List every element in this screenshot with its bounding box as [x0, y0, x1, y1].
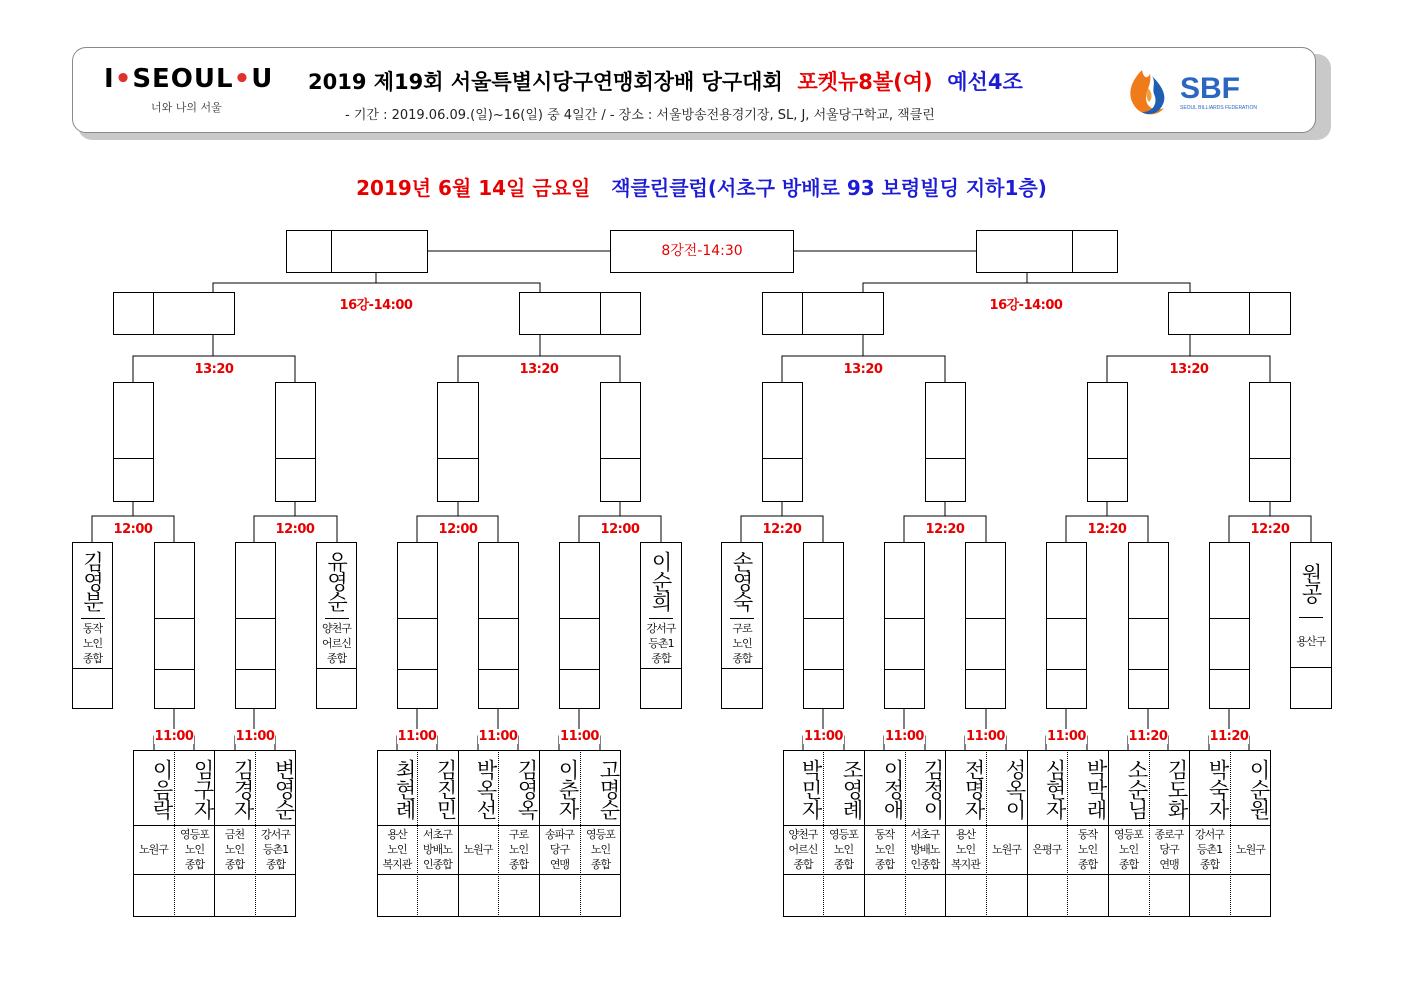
player-affiliation: 송파구 당구 연맹 — [545, 828, 574, 871]
player-name: 임구자 — [191, 758, 215, 819]
time-1200: 12:00 — [113, 522, 153, 537]
time-1320: 13:20 — [519, 362, 559, 377]
player-name: 고명순 — [597, 758, 621, 819]
bye-player-name: 손영숙 — [730, 543, 754, 619]
bye-player-affiliation: 동작 노인 종합 — [73, 619, 112, 669]
bye-player-affiliation: 구로 노인 종합 — [722, 619, 762, 669]
player-affiliation: 동작 노인 종합 — [1077, 828, 1098, 871]
bye-player-affiliation: 강서구 등촌1 종합 — [641, 619, 681, 669]
bye-player-box — [640, 542, 682, 709]
time-1120: 11:20 — [1209, 729, 1249, 744]
time-1320: 13:20 — [1169, 362, 1209, 377]
time-1200: 12:00 — [600, 522, 640, 537]
bye-player-name: 원공 — [1299, 543, 1323, 618]
player-name: 소순님 — [1125, 758, 1149, 819]
player-name: 이정애 — [881, 758, 905, 819]
match-box — [803, 542, 844, 709]
r16-score-box — [1249, 292, 1291, 335]
svg-text:SEOUL BILLIARDS FEDERATION: SEOUL BILLIARDS FEDERATION — [1180, 105, 1257, 111]
player-affiliation: 종로구 당구 연맹 — [1154, 828, 1184, 871]
logo-subtitle: 너와 나의 서울 — [151, 101, 222, 114]
time-1220: 12:20 — [925, 522, 965, 537]
r16-score-box — [762, 292, 803, 335]
r32-box — [762, 382, 803, 502]
time-1220: 12:20 — [762, 522, 802, 537]
r16-name-box — [1168, 292, 1250, 335]
player-affiliation: 노원구 — [992, 843, 1021, 856]
time-1100: 11:00 — [478, 729, 518, 744]
player-name: 이음락 — [150, 758, 174, 819]
time-1100: 11:00 — [397, 729, 437, 744]
r16-time-left: 16강-14:00 — [318, 294, 434, 313]
r16-time-right: 16강-14:00 — [968, 294, 1084, 313]
r32-box — [275, 382, 316, 502]
player-name: 최현례 — [393, 758, 417, 819]
match-box — [235, 542, 276, 709]
match-box — [478, 542, 519, 709]
player-name: 박숙자 — [1206, 758, 1230, 819]
player-affiliation: 노원구 — [1236, 843, 1265, 856]
bye-player-affiliation: 양천구 어르신 종합 — [317, 619, 356, 669]
time-1100: 11:00 — [885, 729, 924, 744]
time-1100: 11:00 — [560, 729, 599, 744]
time-1100: 11:00 — [235, 729, 275, 744]
bye-player-name: 이순희 — [649, 543, 673, 619]
time-1100: 11:00 — [966, 729, 1005, 744]
event-name: 포켓뉴8볼(여) — [797, 70, 933, 94]
qf-score-box — [286, 230, 332, 273]
player-name: 이순원 — [1247, 758, 1271, 819]
time-1100: 11:00 — [1047, 729, 1086, 744]
match-box — [1209, 542, 1250, 709]
qf-name-box — [976, 230, 1073, 273]
player-name: 조영례 — [840, 758, 864, 819]
player-affiliation: 금천 노인 종합 — [224, 828, 245, 871]
time-1220: 12:20 — [1087, 522, 1127, 537]
match-box — [559, 542, 600, 709]
player-affiliation: 서초구 방배노 인종합 — [910, 828, 940, 871]
match-venue: 잭클린클럽(서초구 방배로 93 보령빌딩 지하1층) — [611, 176, 1047, 200]
player-name: 변영순 — [272, 758, 296, 819]
qf-name-box — [331, 230, 428, 273]
player-affiliation: 동작 노인 종합 — [874, 828, 895, 871]
time-1120: 11:20 — [1128, 729, 1168, 744]
time-1200: 12:00 — [275, 522, 315, 537]
match-box — [397, 542, 438, 709]
bye-player-box — [1290, 542, 1332, 709]
player-name: 김정이 — [921, 758, 945, 819]
r32-box — [437, 382, 479, 502]
time-1220: 12:20 — [1250, 522, 1290, 537]
match-box — [154, 542, 195, 709]
r16-score-box — [113, 292, 154, 335]
period-venue-line: - 기간 : 2019.06.09.(일)~16(일) 중 4일간 / - 장소 : 서울방송전용경기장, SL, J, 서울당구학교, 잭클린 — [345, 108, 935, 123]
match-box — [1128, 542, 1169, 709]
player-name: 김진민 — [434, 758, 458, 819]
player-affiliation: 구로 노인 종합 — [508, 828, 529, 871]
group-name: 예선4조 — [947, 70, 1023, 94]
player-name: 박옥선 — [474, 758, 498, 819]
player-name: 전명자 — [962, 758, 986, 819]
player-affiliation: 서초구 방배노 인종합 — [423, 828, 452, 871]
r32-box — [1249, 382, 1291, 502]
i-seoul-u-logo: I•SEOUL•U — [104, 64, 274, 94]
player-affiliation: 용산 노인 복지관 — [382, 828, 412, 871]
quarterfinal-label: 8강전-14:30 — [661, 243, 743, 259]
r16-score-box — [600, 292, 641, 335]
player-affiliation: 용산 노인 복지관 — [951, 828, 980, 871]
time-1320: 13:20 — [194, 362, 234, 377]
match-box — [965, 542, 1006, 709]
player-name: 김경자 — [231, 758, 255, 819]
qf-score-box — [1072, 230, 1118, 273]
bye-player-box — [72, 542, 113, 709]
r16-name-box — [802, 292, 884, 335]
r32-box — [925, 382, 966, 502]
r32-box — [600, 382, 641, 502]
time-1320: 13:20 — [843, 362, 883, 377]
bye-player-name: 유영순 — [325, 543, 349, 619]
player-affiliation: 은평구 — [1032, 843, 1062, 856]
player-name: 이춘자 — [556, 758, 580, 819]
r32-box — [113, 382, 154, 502]
player-affiliation: 강서구 등촌1 종합 — [1195, 828, 1224, 871]
bye-player-affiliation: 용산구 — [1291, 618, 1331, 668]
bye-player-box — [316, 542, 357, 709]
player-name: 김영옥 — [515, 758, 539, 819]
player-affiliation: 노원구 — [139, 843, 168, 856]
r16-name-box — [153, 292, 235, 335]
player-affiliation: 영등포 노인 종합 — [1114, 828, 1143, 871]
quarterfinal-label-box — [610, 230, 794, 273]
player-affiliation: 영등포 노인 종합 — [180, 828, 209, 871]
time-1200: 12:00 — [438, 522, 478, 537]
r16-name-box — [519, 292, 601, 335]
r32-box — [1087, 382, 1128, 502]
svg-text:SBF: SBF — [1180, 72, 1240, 105]
player-affiliation: 노원구 — [463, 843, 493, 856]
player-name: 성옥이 — [1003, 758, 1027, 819]
player-name: 김도화 — [1165, 758, 1189, 819]
bye-player-name: 김영분 — [81, 543, 105, 619]
player-name: 심현자 — [1043, 758, 1067, 819]
page-title: 2019 제19회 서울특별시당구연맹회장배 당구대회 포켓뉴8볼(여) 예선4조 — [308, 70, 1023, 94]
time-1100: 11:00 — [154, 729, 194, 744]
player-name: 박막래 — [1084, 758, 1108, 819]
match-box — [884, 542, 925, 709]
player-name: 박민자 — [799, 758, 823, 819]
match-box — [1046, 542, 1087, 709]
bye-player-box — [721, 542, 763, 709]
player-affiliation: 영등포 노인 종합 — [829, 828, 858, 871]
time-1100: 11:00 — [804, 729, 843, 744]
player-affiliation: 강서구 등촌1 종합 — [261, 828, 290, 871]
player-affiliation: 양천구 어르신 종합 — [788, 828, 818, 871]
player-affiliation: 영등포 노인 종합 — [586, 828, 615, 871]
match-date: 2019년 6월 14일 금요일 — [356, 176, 591, 200]
